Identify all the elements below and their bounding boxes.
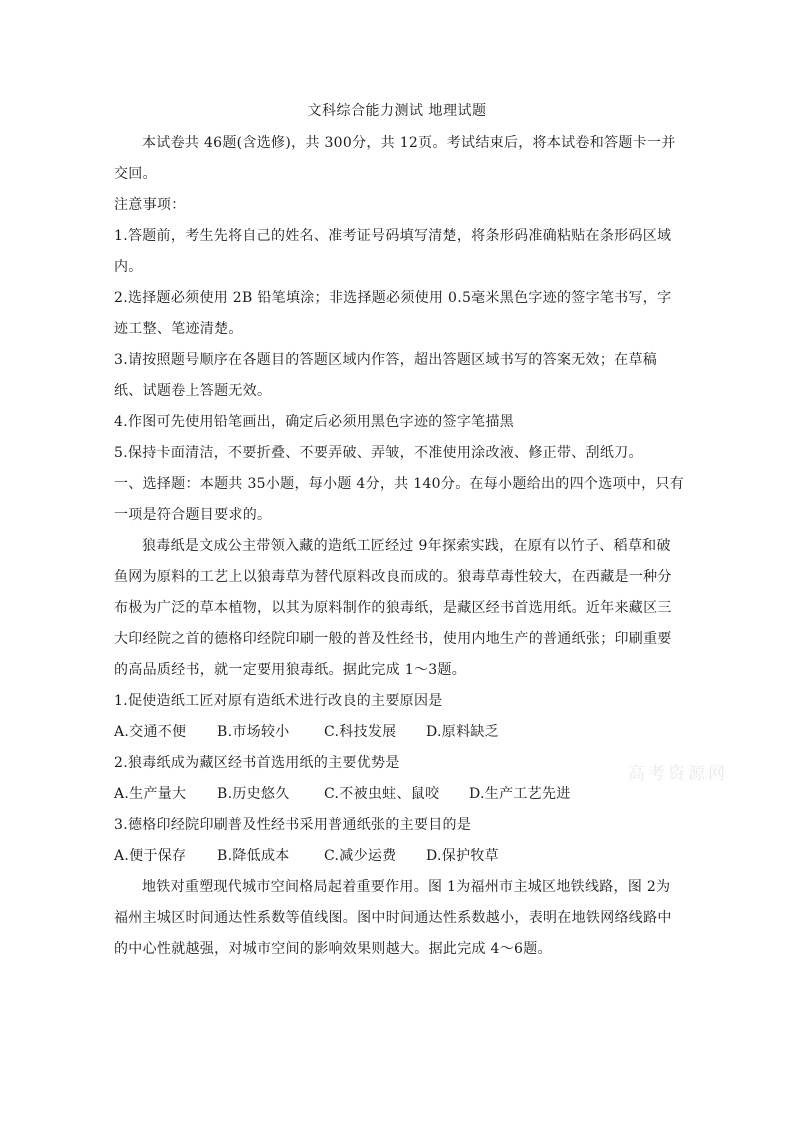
question-stem: 1.促使造纸工匠对原有造纸术进行改良的主要原因是 bbox=[114, 693, 443, 709]
reading-passage-2: 地铁对重塑现代城市空间格局起着重要作用。图 1为福州市主城区地铁线路，图 2为福州主城区时间通达性系数等值线图。图中时间通达性系数越小，表明在地铁网络线路中的中心性就越强，对城市空间的影响效果则越大。据此完成 4～6题。 bbox=[114, 879, 672, 957]
question-stem: 2.狼毒纸成为藏区经书首选用纸的主要优势是 bbox=[114, 755, 400, 771]
option-c: C.科技发展 bbox=[324, 724, 397, 740]
option-c: C.减少运费 bbox=[324, 848, 397, 864]
question-options bbox=[114, 779, 684, 810]
intro-line: 本试卷共 46题(含选修)，共 300分，共 12页。考试结束后，将本试卷和答题卡一并交回。 bbox=[114, 135, 676, 182]
document-body bbox=[114, 128, 684, 965]
watermark: 高考资源网 bbox=[628, 764, 728, 784]
option-d: D.保护牧草 bbox=[426, 848, 499, 864]
option-a: A.便于保存 bbox=[114, 848, 187, 864]
option-a: A.生产量大 bbox=[114, 786, 187, 802]
question-stem: 3.德格印经院印刷普及性经书采用普通纸张的主要目的是 bbox=[114, 817, 472, 833]
option-b: B.市场较小 bbox=[217, 724, 290, 740]
page-title: 文科综合能力测试 地理试题 bbox=[307, 103, 487, 119]
option-b: B.历史悠久 bbox=[217, 786, 290, 802]
note-item: 2.选择题必须使用 2B 铅笔填涂；非选择题必须使用 0.5毫米黑色字迹的签字笔书写，字迹工整、笔迹清楚。 bbox=[114, 290, 672, 337]
reading-passage-1: 狼毒纸是文成公主带领入藏的造纸工匠经过 9年探索实践，在原有以竹子、稻草和破鱼网为原料的工艺上以狼毒草为替代原料改良而成的。狼毒草毒性较大，在西藏是一种分布极为广泛的草本植物，以其为原料制作的狼毒纸，是藏区经书首选用纸。近年来藏区三大印经院之首的德格印经院印刷一般的普及性经书，使用内地生产的普通纸张；印刷重要的高品质经书，就一定要用狼毒纸。据此完成 1～3题。 bbox=[114, 538, 672, 678]
note-item: 4.作图可先使用铅笔画出，确定后必须用黑色字迹的签字笔描黑 bbox=[114, 414, 515, 430]
note-item: 3.请按照题号顺序在各题目的答题区域内作答，超出答题区域书写的答案无效；在草稿纸、试题卷上答题无效。 bbox=[114, 352, 658, 399]
note-item: 1.答题前，考生先将自己的姓名、准考证号码填写清楚，将条形码准确粘贴在条形码区域内。 bbox=[114, 228, 672, 275]
section-heading: 一、选择题：本题共 35小题，每小题 4分，共 140分。在每小题给出的四个选项中，只有一项是符合题目要求的。 bbox=[114, 476, 684, 523]
option-d: D.原料缺乏 bbox=[426, 724, 499, 740]
option-d: D.生产工艺先进 bbox=[469, 786, 571, 802]
option-b: B.降低成本 bbox=[217, 848, 290, 864]
option-c: C.不被虫蛀、鼠咬 bbox=[324, 786, 440, 802]
note-item: 5.保持卡面清洁，不要折叠、不要弄破、弄皱，不准使用涂改液、修正带、刮纸刀。 bbox=[114, 445, 643, 461]
question-options bbox=[114, 841, 684, 872]
notes-heading: 注意事项： bbox=[114, 197, 186, 213]
question-options bbox=[114, 717, 684, 748]
option-a: A.交通不便 bbox=[114, 724, 187, 740]
